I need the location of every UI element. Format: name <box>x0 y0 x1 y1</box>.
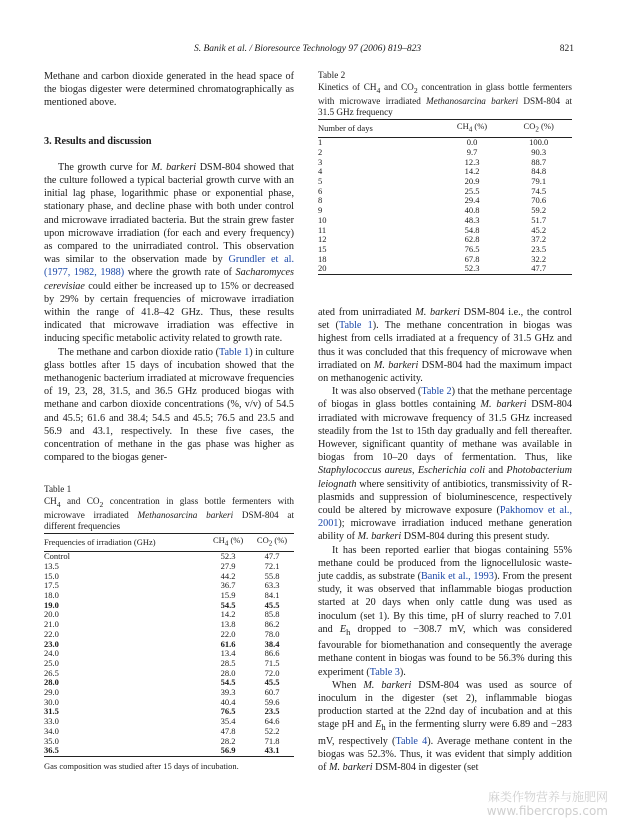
table1-label: Table 1 <box>44 484 72 494</box>
table1-cell: 13.8 <box>220 619 236 630</box>
table1-cell: 61.6 <box>220 638 236 649</box>
table2-cell: 29.4 <box>464 195 480 206</box>
table1-cell: 85.8 <box>264 609 280 620</box>
table1-cell: 24.0 <box>44 648 59 659</box>
table2-cell: 32.2 <box>531 253 547 264</box>
table2-cell: 11 <box>318 224 327 235</box>
table2-cell: 8 <box>318 195 323 206</box>
table1-cell: 39.3 <box>220 687 236 698</box>
table2-cell: 23.5 <box>531 243 547 254</box>
table1-cell: 23.5 <box>264 706 280 717</box>
table1-row <box>44 688 294 698</box>
table1-cell: 55.8 <box>264 570 280 581</box>
table1-header-co2: $CO_2$ (%) <box>250 533 294 551</box>
table2-header-days: Number of days <box>318 119 439 137</box>
table1-cell: 36.5 <box>44 746 206 756</box>
intro-paragraph: Methane and carbon dioxide generated in the head space of the biogas digester were determined chromatographically as mentioned above. <box>44 71 294 109</box>
table1-cell: 31.5 <box>44 706 59 717</box>
table1-header-frequency: Frequencies of irradiation (GHz) <box>44 533 206 551</box>
table1-cell: 43.1 <box>250 746 294 756</box>
table-link[interactable]: Table 4 <box>395 735 428 747</box>
results-paragraph-2: The methane and carbon dioxide ratio (Table 1) in culture glass bottles after 15 days of incubation showed that the methanogenic bacterium irradiated at microwave frequencies of 19, 23, 28, 31.5, and 36.5 GHz produced biogas with methane and carbon dioxide concentrations (%, v/v) of 54.5 and 45.5; 61.6 and 38.4; 54.5 and 45.5; 76.5 and 23.5 and 56.9 and 43.1, respectively. In these five cases, the concentration of methane in the gas phase was higher as compared to the biogas gener- <box>44 346 294 464</box>
table1-cell: 29.0 <box>44 687 59 698</box>
table1-row <box>44 562 294 572</box>
citation-link[interactable]: Pakhomov et al., 2001 <box>318 505 572 530</box>
table2-cell: 1 <box>318 137 323 148</box>
table2-cell: 14.2 <box>464 166 480 177</box>
table2-label: Table 2 <box>318 70 346 80</box>
table2 <box>318 119 572 275</box>
table1-cell: 64.6 <box>264 716 280 727</box>
table-link[interactable]: Table 2 <box>421 386 452 398</box>
citation-link[interactable]: Banik et al., 1993 <box>421 571 494 583</box>
table1-cell: 71.5 <box>264 657 280 668</box>
table1-cell: 14.2 <box>220 609 236 620</box>
table1-row <box>44 640 294 650</box>
table1-cell: Control <box>44 551 70 562</box>
table2-header-co2: $CO_2$ (%) <box>505 119 572 137</box>
table2-cell: 48.3 <box>464 214 480 225</box>
table-link[interactable]: Table 1 <box>219 346 250 358</box>
table2-cell: 9.7 <box>466 146 478 157</box>
table2-cell: 2 <box>318 146 323 157</box>
table1-cell: 72.1 <box>264 560 280 571</box>
table-link[interactable]: Table 3 <box>369 666 400 678</box>
table1-cell: 28.0 <box>220 667 236 678</box>
table2-block <box>318 70 572 275</box>
table2-cell: 0.0 <box>466 137 478 148</box>
table2-cell: 54.8 <box>464 224 480 235</box>
table1-cell: 13.5 <box>44 560 59 571</box>
table2-cell: 70.6 <box>531 195 547 206</box>
table2-cell: 51.7 <box>531 214 547 225</box>
table2-cell: 90.3 <box>531 146 547 157</box>
table1-cell: 28.5 <box>220 657 236 668</box>
table1-cell: 15.9 <box>220 590 236 601</box>
table1-row <box>44 591 294 601</box>
table1-cell: 86.2 <box>264 619 280 630</box>
table2-cell: 3 <box>318 156 323 167</box>
table2-cell: 18 <box>318 253 327 264</box>
table1-cell: 60.7 <box>264 687 280 698</box>
table1-row <box>44 707 294 717</box>
table1-cell: 45.5 <box>264 599 280 610</box>
table1-cell: 33.0 <box>44 716 59 727</box>
table1-row <box>44 572 294 582</box>
table1-cell: 72.0 <box>264 667 280 678</box>
table2-cell: 20 <box>318 264 439 274</box>
table2-cell: 5 <box>318 176 323 187</box>
table1-row <box>44 717 294 727</box>
table1-cell: 22.0 <box>220 628 236 639</box>
table1-cell: 35.0 <box>44 735 59 746</box>
table1-row <box>44 659 294 669</box>
table1-cell: 20.0 <box>44 609 59 620</box>
table2-cell: 40.8 <box>464 205 480 216</box>
table1-cell: 76.5 <box>220 706 236 717</box>
table1-cell: 45.5 <box>264 677 280 688</box>
table1-cell: 38.4 <box>264 638 280 649</box>
table2-cell: 79.1 <box>531 176 547 187</box>
table2-caption: Kinetics of $CH_4$ and $CO_2$ concentration in glass bottle fermenters with microwave irradiated Methanosarcina barkeri DSM-804 at 31.5 GHz frequency <box>318 81 572 118</box>
table1-row <box>44 649 294 659</box>
page-number: 821 <box>559 44 574 54</box>
table2-cell: 15 <box>318 243 327 254</box>
table2-cell: 52.3 <box>439 264 506 274</box>
table1-row <box>44 601 294 611</box>
table2-cell: 100.0 <box>529 137 549 148</box>
table1-cell: 56.9 <box>206 746 250 756</box>
table1-cell: 54.5 <box>220 677 236 688</box>
table1-header-ch4: $CH_4$ (%) <box>206 533 250 551</box>
table1-cell: 18.0 <box>44 590 59 601</box>
right-paragraph-3: It has been reported earlier that biogas containing 55% methane could be produced from the lignocellulosic waste-jute caddis, as substrate (Banik et al., 1993). From the present study, it was observed that inflammable biogas production started at 20 days when only cattle dung was used as inoculum (set 1). By this time, pH of slurry reached to 7.01 and $E_h$ dropped to −308.7 mV, which was considered favourable for biomethanation and consequently the average methane content in biogas was found to be 56.3% during this experiment (Table 3). <box>318 544 572 678</box>
table1-cell: 13.4 <box>220 648 236 659</box>
table1-block <box>44 484 294 773</box>
table-link[interactable]: Table 1 <box>338 320 373 332</box>
table2-cell: 25.5 <box>464 185 480 196</box>
table2-cell: 45.2 <box>531 224 547 235</box>
table1-cell: 19.0 <box>44 599 59 610</box>
table1-cell: 52.3 <box>220 551 236 562</box>
table1-row <box>44 630 294 640</box>
table1-cell: 15.0 <box>44 570 59 581</box>
table1-cell: 17.5 <box>44 580 59 591</box>
table1-row <box>44 737 294 747</box>
table1-row <box>44 552 294 562</box>
watermark-line-1: 麻类作物营养与施肥网 <box>487 790 608 804</box>
table1-cell: 54.5 <box>220 599 236 610</box>
table1-cell: 59.6 <box>264 696 280 707</box>
table1-cell: 40.4 <box>220 696 236 707</box>
table1-cell: 21.0 <box>44 619 59 630</box>
table2-cell: 12.3 <box>464 156 480 167</box>
table1-cell: 63.3 <box>264 580 280 591</box>
table1-cell: 34.0 <box>44 725 59 736</box>
table2-cell: 6 <box>318 185 323 196</box>
right-paragraph-4: When M. barkeri DSM-804 was used as source of inoculum in the digester (set 2), inflammable biogas production started at the 22nd day of incubation and at this stage pH and $E_h$ in the fermenting slurry were 6.89 and −283 mV, respectively (Table 4). Average methane content in the biogas was 52.3%. Thus, it was evident that simply addition of M. barkeri DSM-804 in digester (set <box>318 679 572 773</box>
table1-cell: 47.7 <box>264 551 280 562</box>
table2-cell: 10 <box>318 214 327 225</box>
citation-link[interactable]: Grundler et al. (1977, 1982, 1988) <box>44 254 294 279</box>
table2-cell: 76.5 <box>464 243 480 254</box>
right-paragraph-2: It was also observed (Table 2) that the methane percentage of biogas in glass bottles containing M. barkeri DSM-804 irradiated with microwave frequency of 31.5 GHz increased steadily from the 1st to 15th day gradually and fell thereafter. However, significant quantity of methane was available in biogas from 10–20 days of fermentation. Thus, like Staphylococcus aureus, Escherichia coli and Photobacterium leiognath where sensitivity of antibiotics, transmissivity of R-plasmids and suppression of bioluminescence, respectively could be altered by microwave exposure (Pakhomov et al., 2001); microwave irradiation induced methane generation ability of M. barkeri DSM-804 during this present study. <box>318 386 572 543</box>
table1-row <box>44 610 294 620</box>
table1-cell: 86.6 <box>264 648 280 659</box>
table1 <box>44 533 294 757</box>
table1-footnote: Gas composition was studied after 15 days of incubation. <box>44 760 239 771</box>
running-title: S. Banik et al. / Bioresource Technology 97 (2006) 819–823 <box>194 44 422 54</box>
table2-cell: 12 <box>318 234 327 245</box>
table1-cell: 36.7 <box>220 580 236 591</box>
table1-cell: 35.4 <box>220 716 236 727</box>
table2-cell: 47.7 <box>505 264 572 274</box>
watermark <box>487 790 608 818</box>
table1-row <box>44 698 294 708</box>
table1-cell: 47.8 <box>220 725 236 736</box>
table1-cell: 28.0 <box>44 677 59 688</box>
table2-cell: 67.8 <box>464 253 480 264</box>
table1-row <box>44 620 294 630</box>
table2-cell: 62.8 <box>464 234 480 245</box>
right-column <box>318 306 572 774</box>
table1-cell: 44.2 <box>220 570 236 581</box>
table1-cell: 25.0 <box>44 657 59 668</box>
right-paragraph-1: ated from unirradiated M. barkeri DSM-804 i.e., the control set (Table 1). The methane concentration in biogas was highest from cells irradiated at a frequency of 31.5 GHz and thus it was concluded that this frequency of microwave when irradiated on M. barkeri DSM-804 had the maximum impact on methanogenic activity. <box>318 307 572 385</box>
results-paragraph-1: The growth curve for M. barkeri DSM-804 showed that the culture followed a typical bacterial growth curve with an initial lag phase, logarithmic phase or exponential phase, stationary phase, and decline phase with both under control and microwave irradiated bacteria. But the strain grew faster upon microwave irradiation (for each and every frequency) as compared to the unirradiated control. This observation was similar to the observation made by Grundler et al. (1977, 1982, 1988) where the growth rate of Sacharomyces cerevisiae could either be increased up to 15% or decreased by 29% by certain frequencies of microwave irradiation within the range of 41.8–42 GHz. Thus, these results indicated that microwave irradiation was effective in inducing specific metabolic activity related to growth rate. <box>44 161 295 345</box>
table1-row <box>44 669 294 679</box>
table1-row <box>44 581 294 591</box>
table1-cell: 28.2 <box>220 735 236 746</box>
table2-cell: 9 <box>318 205 323 216</box>
table2-cell: 4 <box>318 166 323 177</box>
table1-caption: $CH_4$ and $CO_2$ concentration in glass bottle fermenters with microwave irradiated Methanosarcina barkeri DSM-804 at different frequencies <box>44 495 295 532</box>
table2-cell: 37.2 <box>531 234 547 245</box>
table1-cell: 84.1 <box>264 590 280 601</box>
table2-header-ch4: $CH_4$ (%) <box>439 119 506 137</box>
table2-cell: 84.8 <box>531 166 547 177</box>
table1-row <box>44 727 294 737</box>
table1-cell: 23.0 <box>44 638 59 649</box>
left-column <box>44 70 294 464</box>
table1-row <box>44 678 294 688</box>
table1-cell: 52.2 <box>264 725 280 736</box>
table1-cell: 30.0 <box>44 696 59 707</box>
table1-cell: 71.8 <box>264 735 280 746</box>
table1-cell: 27.9 <box>220 560 236 571</box>
table2-cell: 88.7 <box>531 156 547 167</box>
table1-cell: 78.0 <box>264 628 280 639</box>
table1-cell: 22.0 <box>44 628 59 639</box>
section-heading: 3. Results and discussion <box>44 135 152 147</box>
table1-cell: 26.5 <box>44 667 59 678</box>
table2-cell: 59.2 <box>531 205 547 216</box>
table1-row <box>44 746 294 756</box>
table2-cell: 20.9 <box>464 176 480 187</box>
table2-cell: 74.5 <box>531 185 547 196</box>
table2-row <box>318 264 572 274</box>
watermark-line-2: www.fibercrops.com <box>486 804 608 818</box>
